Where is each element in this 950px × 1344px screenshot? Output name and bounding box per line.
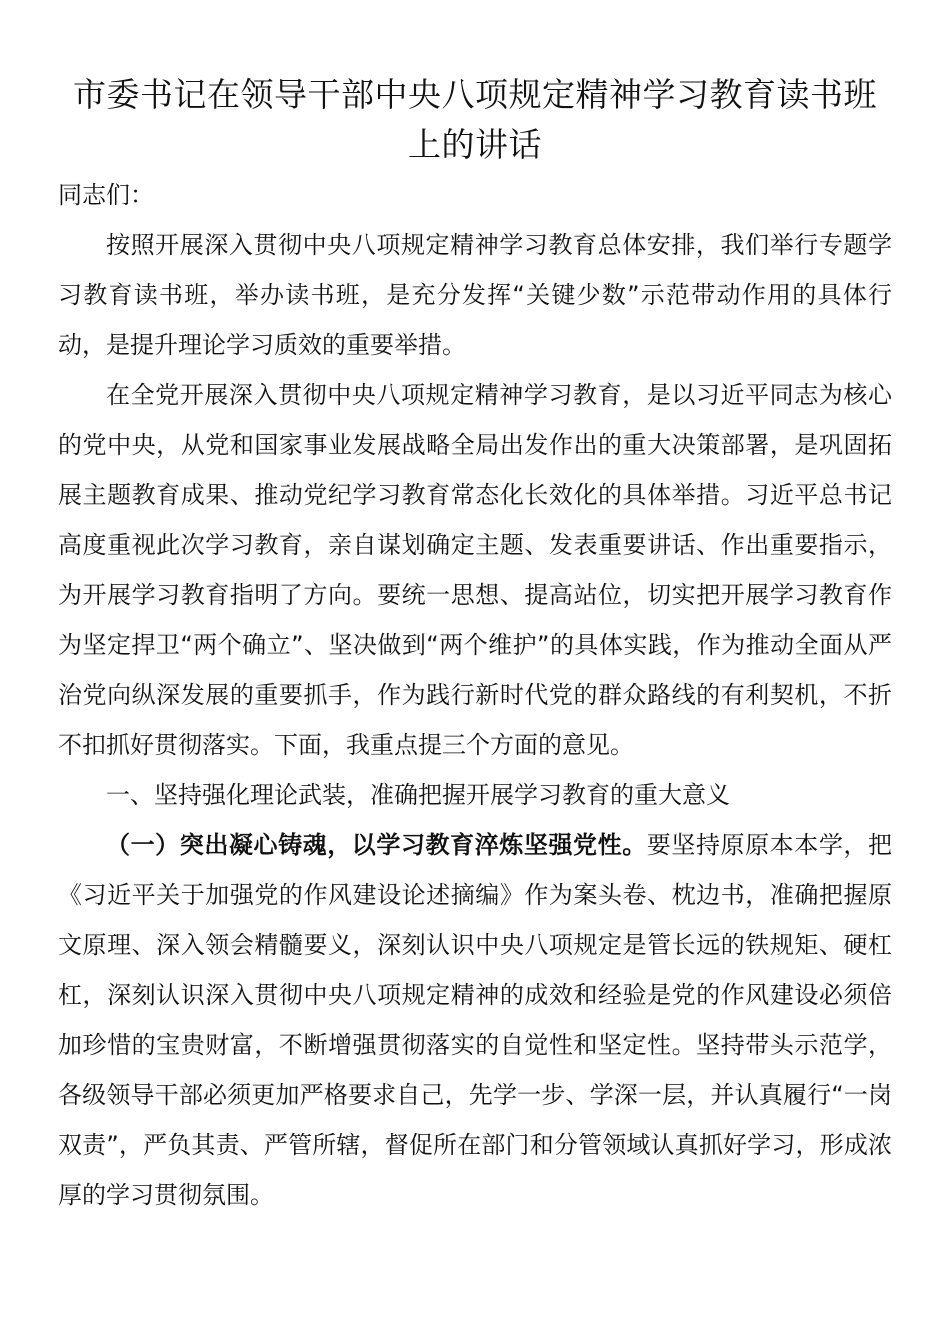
section-heading: 一、坚持强化理论武装，准确把握开展学习教育的重大意义: [106, 781, 730, 809]
context-paragraph: 在全党开展深入贯彻中央八项规定精神学习教育，是以习近平同志为核心的党中央，从党和国家事业发展战略全局出发作出的重大决策部署，是巩固拓展主题教育成果、推动党纪学习教育常态化长效化的具体举措。习近平总书记高度重视此次学习教育，亲自谋划确定主题、发表重要讲话、作出重要指示，为开展学习教育指明了方向。要统一思想、提高站位，切实把开展学习教育作为坚定捍卫“两个确立”、坚决做到“两个维护”的具体实践，作为推动全面从严治党向纵深发展的重要抓手，作为践行新时代党的群众路线的有利契机，不折不扣抓好贯彻落实。下面，我重点提三个方面的意见。: [58, 381, 892, 759]
subsection-lead: （一）突出凝心铸魂，以学习教育淬炼坚强党性。: [106, 831, 647, 859]
subsection-paragraph: [58, 820, 892, 1220]
document-title: 市委书记在领导干部中央八项规定精神学习教育读书班上的讲话: [73, 75, 877, 164]
salutation: 同志们：: [58, 181, 154, 209]
subsection-body: 要坚持原原本本学，把《习近平关于加强党的作风建设论述摘编》作为案头卷、枕边书，准确把握原文原理、深入领会精髓要义，深刻认识中央八项规定是管长远的铁规矩、硬杠杠，深刻认识深入贯彻中央八项规定精神的成效和经验是党的作风建设必须倍加珍惜的宝贵财富，不断增强贯彻落实的自觉性和坚定性。坚持带头示范学，各级领导干部必须更加严格要求自己，先学一步、学深一层，并认真履行“一岗双责”，严负其责、严管所辖，督促所在部门和分管领域认真抓好学习，形成浓厚的学习贯彻氛围。: [58, 831, 893, 1209]
intro-paragraph: 按照开展深入贯彻中央八项规定精神学习教育总体安排，我们举行专题学习教育读书班，举办读书班，是充分发挥“关键少数”示范带动作用的具体行动，是提升理论学习质效的重要举措。: [58, 231, 892, 359]
